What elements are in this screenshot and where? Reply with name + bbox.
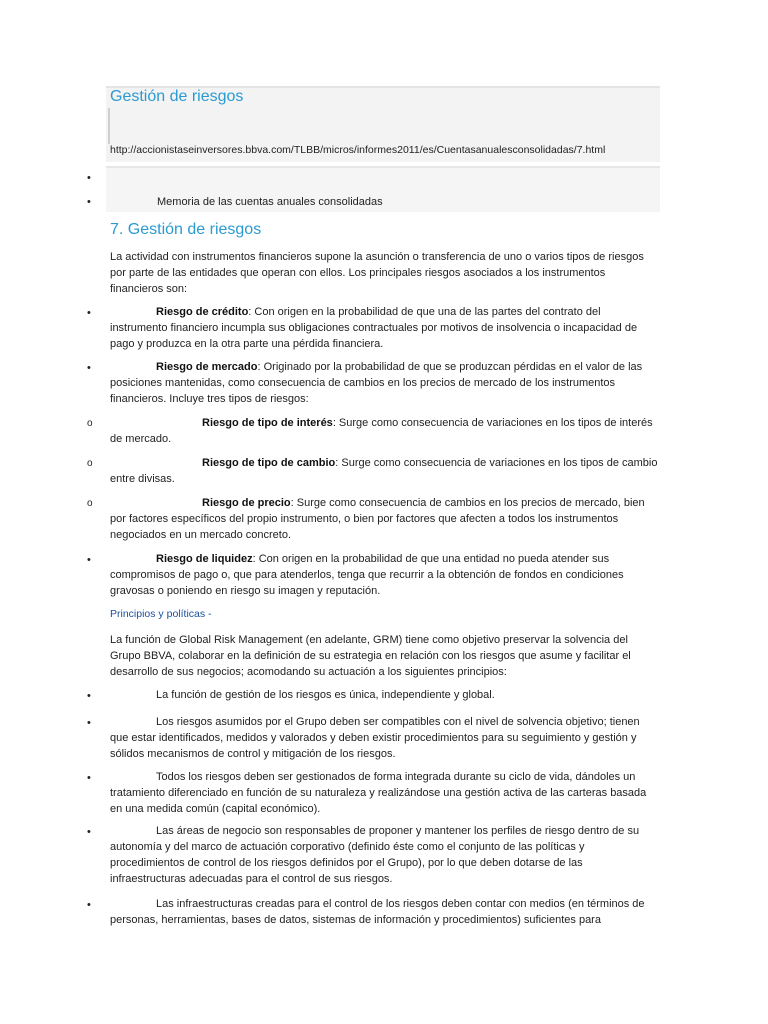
principle-item <box>110 687 658 703</box>
principle-item <box>110 896 658 928</box>
risk-text: : Con origen en la probabilidad de que una entidad no pueda atender sus compromisos de pago o, que para atenderlos, tenga que recurrir a la obtención de fondos en condiciones gravosas o poniendo en riesgo su imagen y reputación. <box>110 553 624 597</box>
bullet-marker: • <box>87 899 91 911</box>
risk-mercado <box>110 359 658 407</box>
principle-text: Las infraestructuras creadas para el control de los riesgos deben contar con medios (en términos de personas, herramientas, bases de datos, sistemas de información y procedimientos) suficientes para <box>110 898 645 926</box>
circle-marker: o <box>87 418 93 429</box>
risk-term: Riesgo de mercado <box>156 361 258 373</box>
header-title: Gestión de riesgos <box>110 88 244 105</box>
bullet-marker: • <box>87 717 91 729</box>
principle-item <box>110 769 658 817</box>
principle-text: La función de gestión de los riesgos es única, independiente y global. <box>156 689 495 701</box>
source-url[interactable]: http://accionistaseinversores.bbva.com/TLBB/micros/informes2011/es/Cuentasanualesconsolidadas/7.html <box>110 144 606 156</box>
bullet-marker: • <box>87 307 91 319</box>
risk-term: Riesgo de tipo de cambio <box>202 457 336 469</box>
risk-tipo-interes <box>110 415 658 447</box>
risk-text: : Surge como consecuencia de cambios en los precios de mercado, bien por factores específicos del propio instrumento, o bien por factores que afecten a todos los instrumentos negociados en un mercado concreto. <box>110 497 645 541</box>
grm-paragraph: La función de Global Risk Management (en adelante, GRM) tiene como objetivo preservar la solvencia del Grupo BBVA, colaborar en la definición de su estrategia en relación con los riesgos que asume y facilitar el desarrollo de sus negocios; acomodando su actuación a los siguientes principios: <box>110 634 631 678</box>
bullet-marker: • <box>87 196 91 208</box>
principle-item <box>110 714 658 762</box>
risk-term: Riesgo de tipo de interés <box>202 417 333 429</box>
risk-text: : Surge como consecuencia de variaciones en los tipos de cambio entre divisas. <box>110 457 658 485</box>
bullet-marker: • <box>87 772 91 784</box>
principle-text: Las áreas de negocio son responsables de proponer y mantener los perfiles de riesgo dentro de su autonomía y del marco de actuación corporativo (definido éste como el conjunto de las políticas y procedimientos de control de los riesgos definidos por el Grupo), por lo que deben dotarse de las infraestructuras adecuadas para el control de sus riesgos. <box>110 825 640 885</box>
intro-paragraph: La actividad con instrumentos financieros supone la asunción o transferencia de uno o varios tipos de riesgos por parte de las entidades que operan con ellos. Los principales riesgos asociados a los instrumentos financieros son: <box>110 251 644 295</box>
risk-tipo-cambio <box>110 455 658 487</box>
risk-term: Riesgo de precio <box>202 497 291 509</box>
risk-text: : Surge como consecuencia de variaciones en los tipos de interés de mercado. <box>110 417 653 445</box>
bullet-marker: • <box>87 554 91 566</box>
circle-marker: o <box>87 458 93 469</box>
header-divider <box>108 108 110 144</box>
risk-term: Riesgo de crédito <box>156 306 249 318</box>
principle-item <box>110 823 658 887</box>
circle-marker: o <box>87 498 93 509</box>
risk-text: : Con origen en la probabilidad de que una de las partes del contrato del instrumento financiero incumpla sus obligaciones contractuales por motivos de insolvencia o incapacidad de pago y produzca en la otra parte una pérdida financiera. <box>110 306 638 350</box>
memoria-label: Memoria de las cuentas anuales consolidadas <box>157 196 383 208</box>
bullet-marker: • <box>87 826 91 838</box>
principios-heading[interactable]: Principios y políticas - <box>110 608 212 620</box>
principle-text: Los riesgos asumidos por el Grupo deben ser compatibles con el nivel de solvencia objetivo; tienen que estar identificados, medidos y valorados y deben existir procedimientos para su seguimiento y gestión y sólidos mecanismos de control y mitigación de los riesgos. <box>110 716 640 760</box>
bullet-marker: • <box>87 690 91 702</box>
risk-precio <box>110 495 658 543</box>
risk-liquidez <box>110 551 658 599</box>
bullet-marker: • <box>87 362 91 374</box>
bullet-marker: • <box>87 172 91 184</box>
risk-text: : Originado por la probabilidad de que se produzcan pérdidas en el valor de las posiciones mantenidas, como consecuencia de cambios en los precios de mercado de los instrumentos financieros. Incluye tres tipos de riesgos: <box>110 361 643 405</box>
risk-credito <box>110 304 658 352</box>
section-title: 7. Gestión de riesgos <box>110 221 262 238</box>
risk-term: Riesgo de liquidez <box>156 553 253 565</box>
principle-text: Todos los riesgos deben ser gestionados de forma integrada durante su ciclo de vida, dándoles un tratamiento diferenciado en función de su naturaleza y realizándose una gestión activa de las carteras basada en una medida común (capital económico). <box>110 771 647 815</box>
